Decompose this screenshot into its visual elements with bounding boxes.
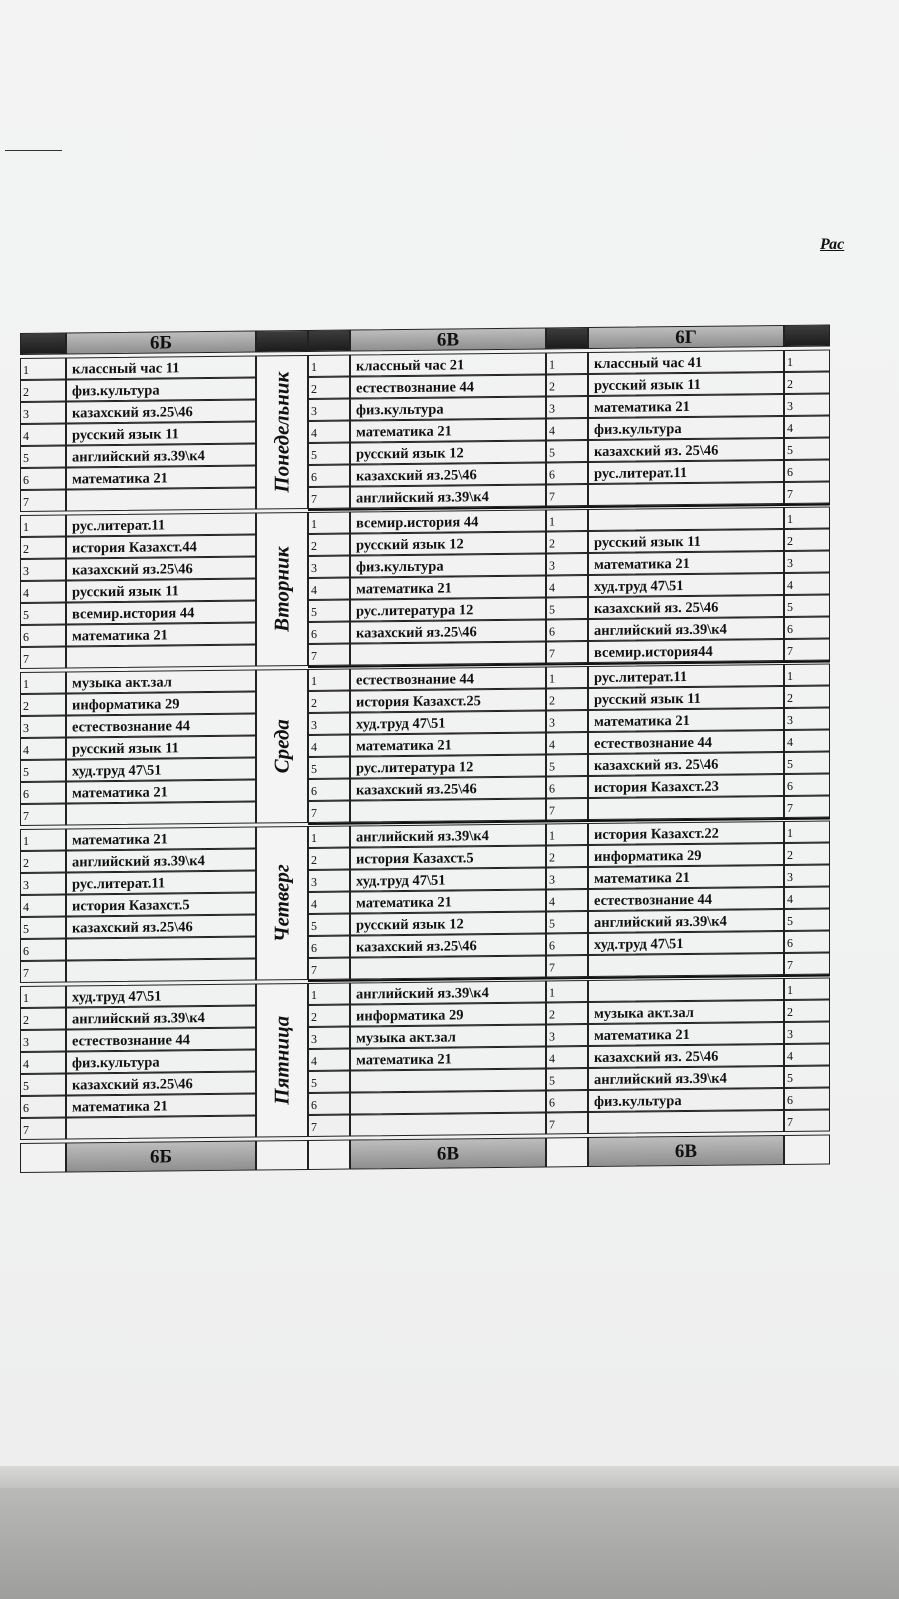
lesson-number: 5: [546, 597, 588, 619]
lesson-number: 7: [308, 958, 350, 980]
lesson-number: 6: [546, 933, 588, 955]
lesson-6g: математика 21: [588, 865, 784, 889]
lesson-6g: естествознание 44: [588, 730, 784, 754]
footer-corner-cell: [784, 1135, 830, 1165]
lesson-6g: худ.труд 47\51: [588, 931, 784, 955]
lesson-6g: рус.литерат.11: [588, 664, 784, 688]
lesson-number: 6: [308, 465, 350, 487]
lesson-number: 5: [20, 760, 66, 782]
lesson-6b: казахский яз.25\46: [66, 557, 256, 581]
lesson-number: 3: [784, 865, 830, 887]
footer-day-cell: [256, 1140, 308, 1171]
lesson-number: 2: [546, 688, 588, 710]
lesson-6g: математика 21: [588, 1022, 784, 1046]
lesson-6v: казахский яз.25\46: [350, 776, 546, 800]
lesson-6b: русский язык 11: [66, 736, 256, 760]
lesson-6g: рус.литерат.11: [588, 460, 784, 484]
footer-class-6v-2: 6В: [588, 1135, 784, 1167]
lesson-6g: английский яз.39\к4: [588, 909, 784, 933]
lesson-6b: [66, 802, 256, 826]
day-column: [256, 826, 308, 981]
lesson-number: 7: [546, 641, 588, 663]
lesson-number: 4: [546, 418, 588, 440]
lesson-number: 7: [308, 1115, 350, 1137]
lesson-6b: всемир.история 44: [66, 601, 256, 625]
lesson-number: 2: [784, 372, 830, 394]
lesson-6v: [350, 641, 546, 665]
lesson-6g: английский яз.39\к4: [588, 617, 784, 641]
lesson-number: 4: [308, 421, 350, 443]
lesson-number: 2: [308, 848, 350, 870]
lesson-number: 2: [308, 377, 350, 399]
lesson-number: 4: [546, 1046, 588, 1068]
lesson-6b: физ.культура: [66, 378, 256, 402]
lesson-6b: математика 21: [66, 466, 256, 490]
lesson-number: 4: [20, 581, 66, 603]
lesson-number: 2: [308, 691, 350, 713]
lesson-6b: английский яз.39\к4: [66, 444, 256, 468]
lesson-number: 6: [784, 460, 830, 482]
lesson-6b: русский язык 11: [66, 579, 256, 603]
lesson-number: 4: [20, 738, 66, 760]
lesson-6v: естествознание 44: [350, 374, 546, 398]
lesson-number: 6: [546, 462, 588, 484]
lesson-6g: [588, 796, 784, 820]
footer-class-6b: 6Б: [66, 1141, 256, 1173]
footer-corner-cell: [546, 1137, 588, 1167]
lesson-6b: казахский яз.25\46: [66, 400, 256, 424]
lesson-number: 6: [784, 774, 830, 796]
sheet-edge: [0, 1466, 899, 1488]
lesson-number: 5: [20, 917, 66, 939]
lesson-number: 3: [308, 399, 350, 421]
lesson-number: 6: [308, 936, 350, 958]
lesson-number: 3: [546, 867, 588, 889]
lesson-number: 2: [20, 851, 66, 873]
lesson-number: 6: [308, 779, 350, 801]
lesson-6v: музыка акт.зал: [350, 1024, 546, 1048]
lesson-number: 6: [308, 1093, 350, 1115]
lesson-number: 2: [20, 694, 66, 716]
lesson-6g: физ.культура: [588, 416, 784, 440]
lesson-number: 5: [784, 909, 830, 931]
lesson-6g: [588, 978, 784, 1002]
lesson-number: 2: [784, 843, 830, 865]
lesson-number: 7: [784, 482, 830, 504]
lesson-number: 3: [784, 551, 830, 573]
lesson-6v: английский яз.39\к4: [350, 980, 546, 1004]
lesson-number: 3: [308, 713, 350, 735]
lesson-6g: [588, 1110, 784, 1134]
lesson-number: 2: [784, 1000, 830, 1022]
lesson-6g: казахский яз. 25\46: [588, 1044, 784, 1068]
lesson-number: 5: [546, 754, 588, 776]
lesson-6b: история Казахст.5: [66, 893, 256, 917]
lesson-number: 1: [20, 672, 66, 694]
lesson-number: 3: [784, 1022, 830, 1044]
lesson-6g: казахский яз. 25\46: [588, 752, 784, 776]
day-label: Среда: [269, 719, 294, 774]
lesson-6b: история Казахст.44: [66, 535, 256, 559]
footer-corner-cell: [308, 1140, 350, 1170]
timetable: [20, 324, 870, 1229]
lesson-number: 2: [20, 380, 66, 402]
lesson-6b: музыка акт.зал: [66, 670, 256, 694]
lesson-number: 2: [546, 1002, 588, 1024]
lesson-number: 4: [784, 730, 830, 752]
lesson-number: 3: [308, 556, 350, 578]
lesson-number: 6: [308, 622, 350, 644]
lesson-number: 4: [546, 575, 588, 597]
lesson-number: 4: [784, 1044, 830, 1066]
lesson-6v: история Казахст.5: [350, 845, 546, 869]
lesson-number: 4: [308, 578, 350, 600]
lesson-number: 1: [546, 980, 588, 1002]
lesson-6v: [350, 1068, 546, 1092]
lesson-6g: история Казахст.22: [588, 821, 784, 845]
lesson-number: 2: [546, 845, 588, 867]
lesson-6g: всемир.история44: [588, 639, 784, 663]
lesson-number: 1: [546, 823, 588, 845]
lesson-number: 3: [308, 870, 350, 892]
lesson-number: 1: [308, 669, 350, 691]
lesson-6v: история Казахст.25: [350, 688, 546, 712]
footer-corner-cell: [20, 1143, 66, 1173]
lesson-6v: казахский яз.25\46: [350, 462, 546, 486]
lesson-number: 7: [546, 798, 588, 820]
lesson-number: 1: [20, 515, 66, 537]
lesson-number: 1: [546, 352, 588, 374]
lesson-6b: рус.литерат.11: [66, 871, 256, 895]
lesson-6b: [66, 959, 256, 983]
lesson-6b: классный час 11: [66, 356, 256, 380]
lesson-6b: информатика 29: [66, 692, 256, 716]
lesson-number: 2: [784, 686, 830, 708]
lesson-number: 7: [20, 647, 66, 669]
lesson-6v: русский язык 12: [350, 440, 546, 464]
lesson-6g: [588, 953, 784, 977]
header-corner-cell: [784, 325, 830, 347]
lesson-number: 3: [784, 708, 830, 730]
lesson-number: 5: [308, 914, 350, 936]
lesson-6v: английский яз.39\к4: [350, 823, 546, 847]
lesson-number: 6: [546, 619, 588, 641]
header-class-6b: 6Б: [66, 331, 256, 355]
lesson-6v: математика 21: [350, 889, 546, 913]
lesson-6b: казахский яз.25\46: [66, 1072, 256, 1096]
day-label: Четверг: [269, 864, 294, 943]
lesson-6g: математика 21: [588, 708, 784, 732]
lesson-number: 7: [20, 1118, 66, 1140]
lesson-6v: математика 21: [350, 418, 546, 442]
lesson-6b: худ.труд 47\51: [66, 984, 256, 1008]
lesson-number: 2: [20, 1008, 66, 1030]
lesson-6v: математика 21: [350, 575, 546, 599]
lesson-number: 3: [20, 873, 66, 895]
lesson-number: 7: [20, 804, 66, 826]
lesson-6b: английский яз.39\к4: [66, 1006, 256, 1030]
lesson-6v: математика 21: [350, 1046, 546, 1070]
lesson-number: 7: [784, 796, 830, 818]
lesson-number: 4: [546, 889, 588, 911]
day-column: [256, 512, 308, 667]
lesson-6b: [66, 1116, 256, 1140]
lesson-6g: [588, 482, 784, 506]
lesson-number: 7: [546, 1112, 588, 1134]
lesson-6g: худ.труд 47\51: [588, 573, 784, 597]
lesson-number: 5: [308, 600, 350, 622]
lesson-number: 4: [20, 1052, 66, 1074]
lesson-number: 7: [20, 490, 66, 512]
lesson-number: 6: [20, 625, 66, 647]
lesson-number: 2: [546, 374, 588, 396]
lesson-number: 7: [784, 1110, 830, 1132]
lesson-number: 4: [20, 895, 66, 917]
lesson-6v: естествознание 44: [350, 666, 546, 690]
lesson-6v: русский язык 12: [350, 531, 546, 555]
lesson-number: 3: [20, 402, 66, 424]
lesson-6g: русский язык 11: [588, 372, 784, 396]
lesson-number: 7: [308, 644, 350, 666]
lesson-number: 5: [308, 757, 350, 779]
lesson-number: 3: [546, 396, 588, 418]
lesson-6b: [66, 937, 256, 961]
lesson-6v: английский яз.39\к4: [350, 484, 546, 508]
lesson-6g: физ.культура: [588, 1088, 784, 1112]
lesson-6v: рус.литература 12: [350, 754, 546, 778]
lesson-6v: всемир.история 44: [350, 509, 546, 533]
lesson-number: 3: [546, 553, 588, 575]
lesson-6v: русский язык 12: [350, 911, 546, 935]
lesson-6b: математика 21: [66, 623, 256, 647]
lesson-number: 4: [784, 416, 830, 438]
lesson-6b: [66, 645, 256, 669]
lesson-number: 1: [784, 978, 830, 1000]
lesson-number: 4: [308, 735, 350, 757]
day-column: [256, 355, 308, 510]
lesson-number: 3: [20, 1030, 66, 1052]
lesson-6b: худ.труд 47\51: [66, 758, 256, 782]
day-label: Понедельник: [269, 371, 294, 493]
lesson-number: 7: [784, 639, 830, 661]
lesson-number: 5: [784, 438, 830, 460]
header-class-6v: 6В: [350, 327, 546, 351]
top-rule-line: [5, 150, 62, 151]
lesson-6v: [350, 955, 546, 979]
lesson-number: 6: [20, 1096, 66, 1118]
lesson-number: 7: [308, 487, 350, 509]
lesson-number: 4: [784, 887, 830, 909]
lesson-number: 5: [784, 595, 830, 617]
lesson-6g: математика 21: [588, 394, 784, 418]
lesson-number: 5: [546, 1068, 588, 1090]
day-label: Пятница: [269, 1015, 294, 1105]
lesson-6b: [66, 488, 256, 512]
lesson-6b: английский яз.39\к4: [66, 849, 256, 873]
lesson-6v: информатика 29: [350, 1002, 546, 1026]
header-class-6g: 6Г: [588, 325, 784, 349]
lesson-number: 6: [546, 776, 588, 798]
lesson-number: 3: [546, 1024, 588, 1046]
lesson-number: 1: [784, 350, 830, 372]
lesson-number: 1: [20, 829, 66, 851]
lesson-number: 1: [784, 664, 830, 686]
lesson-number: 3: [784, 394, 830, 416]
lesson-number: 1: [546, 666, 588, 688]
lesson-number: 4: [20, 424, 66, 446]
lesson-number: 7: [784, 953, 830, 975]
lesson-6g: [588, 507, 784, 531]
header-corner-cell: [546, 327, 588, 349]
lesson-6v: худ.труд 47\51: [350, 867, 546, 891]
lesson-number: 2: [308, 534, 350, 556]
lesson-number: 1: [546, 509, 588, 531]
lesson-6g: математика 21: [588, 551, 784, 575]
day-column: [256, 669, 308, 824]
lesson-number: 7: [308, 801, 350, 823]
header-corner-cell: [308, 330, 350, 352]
lesson-number: 1: [308, 512, 350, 534]
lesson-number: 5: [20, 603, 66, 625]
lesson-6g: казахский яз. 25\46: [588, 595, 784, 619]
lesson-6g: классный час 41: [588, 350, 784, 374]
day-column: [256, 983, 308, 1138]
lesson-6g: казахский яз. 25\46: [588, 438, 784, 462]
lesson-number: 6: [20, 939, 66, 961]
lesson-number: 4: [784, 573, 830, 595]
lesson-number: 5: [546, 440, 588, 462]
lesson-6v: худ.труд 47\51: [350, 710, 546, 734]
lesson-6b: физ.культура: [66, 1050, 256, 1074]
lesson-number: 1: [308, 983, 350, 1005]
lesson-number: 4: [546, 732, 588, 754]
lesson-6v: [350, 1112, 546, 1136]
lesson-6v: физ.культура: [350, 396, 546, 420]
lesson-6g: информатика 29: [588, 843, 784, 867]
day-label: Вторник: [269, 546, 294, 633]
lesson-6v: [350, 1090, 546, 1114]
lesson-6g: естествознание 44: [588, 887, 784, 911]
lesson-number: 1: [20, 358, 66, 380]
lesson-number: 3: [546, 710, 588, 732]
lesson-number: 6: [784, 931, 830, 953]
lesson-number: 6: [784, 617, 830, 639]
lesson-number: 6: [20, 468, 66, 490]
lesson-6v: математика 21: [350, 732, 546, 756]
lesson-6g: русский язык 11: [588, 686, 784, 710]
lesson-number: 6: [784, 1088, 830, 1110]
lesson-number: 1: [784, 507, 830, 529]
lesson-number: 2: [20, 537, 66, 559]
lesson-number: 5: [20, 446, 66, 468]
lesson-6v: казахский яз.25\46: [350, 619, 546, 643]
lesson-number: 5: [20, 1074, 66, 1096]
lesson-6v: физ.культура: [350, 553, 546, 577]
footer-class-6v: 6В: [350, 1137, 546, 1169]
lesson-number: 5: [784, 1066, 830, 1088]
lesson-6b: математика 21: [66, 1094, 256, 1118]
lesson-number: 4: [308, 892, 350, 914]
lesson-number: 7: [546, 955, 588, 977]
lesson-number: 1: [308, 355, 350, 377]
lesson-6v: [350, 798, 546, 822]
lesson-6v: классный час 21: [350, 352, 546, 376]
lesson-number: 2: [784, 529, 830, 551]
lesson-number: 6: [546, 1090, 588, 1112]
lesson-number: 7: [546, 484, 588, 506]
lesson-number: 5: [784, 752, 830, 774]
lesson-number: 3: [20, 559, 66, 581]
lesson-number: 5: [308, 1071, 350, 1093]
lesson-6b: казахский яз.25\46: [66, 915, 256, 939]
lesson-number: 7: [20, 961, 66, 983]
lesson-6b: естествознание 44: [66, 714, 256, 738]
lesson-6v: рус.литература 12: [350, 597, 546, 621]
lesson-6b: математика 21: [66, 827, 256, 851]
lesson-6v: казахский яз.25\46: [350, 933, 546, 957]
lesson-number: 4: [308, 1049, 350, 1071]
lesson-6b: математика 21: [66, 780, 256, 804]
background-surface: [0, 1488, 899, 1599]
lesson-number: 5: [308, 443, 350, 465]
page-title-fragment: Рас: [820, 236, 845, 253]
lesson-6g: история Казахст.23: [588, 774, 784, 798]
lesson-number: 5: [546, 911, 588, 933]
lesson-number: 3: [20, 716, 66, 738]
lesson-6b: русский язык 11: [66, 422, 256, 446]
lesson-number: 1: [308, 826, 350, 848]
header-corner-cell: [20, 333, 66, 355]
lesson-6b: естествознание 44: [66, 1028, 256, 1052]
lesson-6g: английский яз.39\к4: [588, 1066, 784, 1090]
lesson-number: 3: [308, 1027, 350, 1049]
lesson-6b: рус.литерат.11: [66, 513, 256, 537]
lesson-6g: русский язык 11: [588, 529, 784, 553]
header-day-cell: [256, 330, 308, 353]
lesson-6g: музыка акт.зал: [588, 1000, 784, 1024]
lesson-number: 1: [20, 986, 66, 1008]
lesson-number: 1: [784, 821, 830, 843]
lesson-number: 6: [20, 782, 66, 804]
lesson-number: 2: [546, 531, 588, 553]
lesson-number: 2: [308, 1005, 350, 1027]
